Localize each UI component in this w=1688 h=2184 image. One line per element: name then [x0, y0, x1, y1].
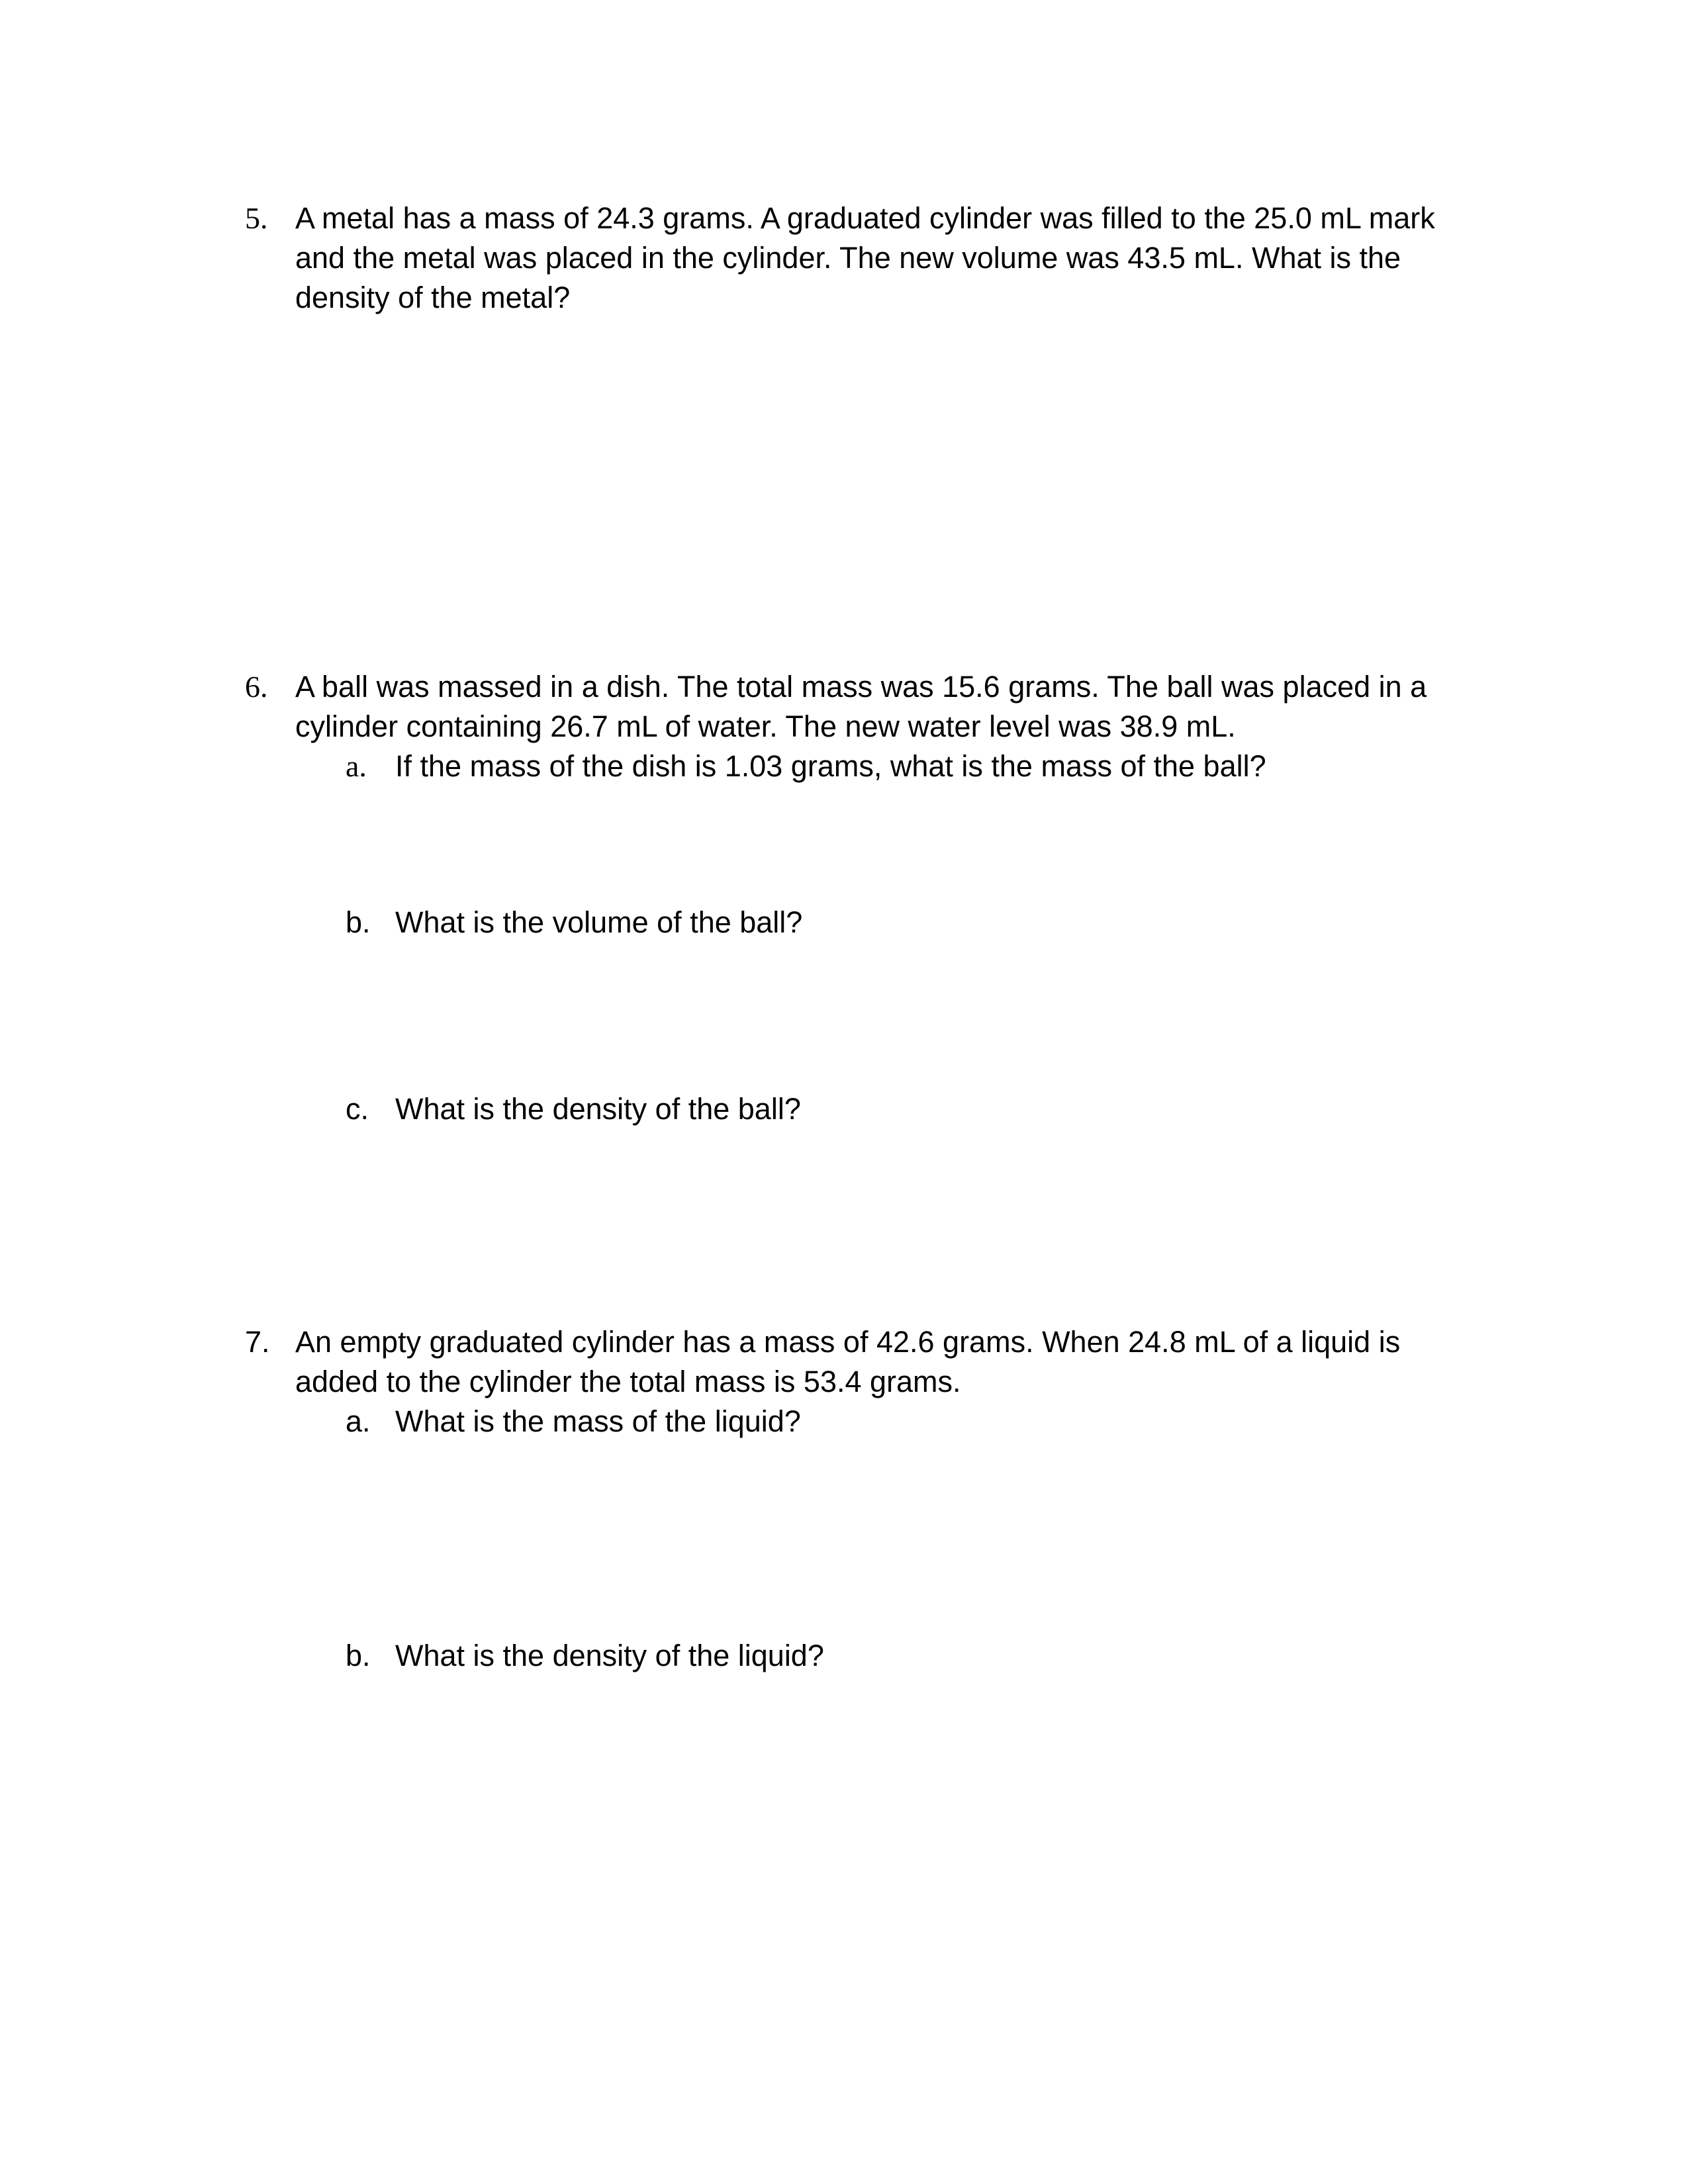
question-6b-letter: b. — [346, 905, 371, 939]
question-6-line-2: cylinder containing 26.7 mL of water. The new water level was 38.9 mL. — [295, 709, 1236, 743]
question-5-line-2: and the metal was placed in the cylinder. The new volume was 43.5 mL. What is the — [295, 241, 1401, 275]
question-6-number: 6. — [245, 670, 268, 704]
question-7a-letter: a. — [346, 1404, 371, 1438]
question-7b-text: What is the density of the liquid? — [395, 1639, 824, 1672]
question-7-number: 7. — [245, 1325, 270, 1359]
question-5-line-3: density of the metal? — [295, 281, 571, 314]
question-6b-text: What is the volume of the ball? — [395, 905, 803, 939]
question-6c-letter: c. — [346, 1092, 369, 1126]
question-7-line-1: An empty graduated cylinder has a mass of 42.6 grams. When 24.8 mL of a liquid is — [295, 1325, 1401, 1359]
question-7-line-2: added to the cylinder the total mass is 53.4 grams. — [295, 1365, 961, 1398]
question-6c-text: What is the density of the ball? — [395, 1092, 801, 1126]
question-5-line-1: A metal has a mass of 24.3 grams. A graduated cylinder was filled to the 25.0 mL mark — [295, 201, 1435, 235]
question-7b-letter: b. — [346, 1639, 371, 1672]
question-6-line-1: A ball was massed in a dish. The total mass was 15.6 grams. The ball was placed in a — [295, 670, 1427, 704]
question-6a-text: If the mass of the dish is 1.03 grams, what is the mass of the ball? — [395, 749, 1266, 783]
question-6a-letter: a. — [346, 749, 367, 783]
question-5-number: 5. — [245, 201, 268, 235]
question-7a-text: What is the mass of the liquid? — [395, 1404, 801, 1438]
